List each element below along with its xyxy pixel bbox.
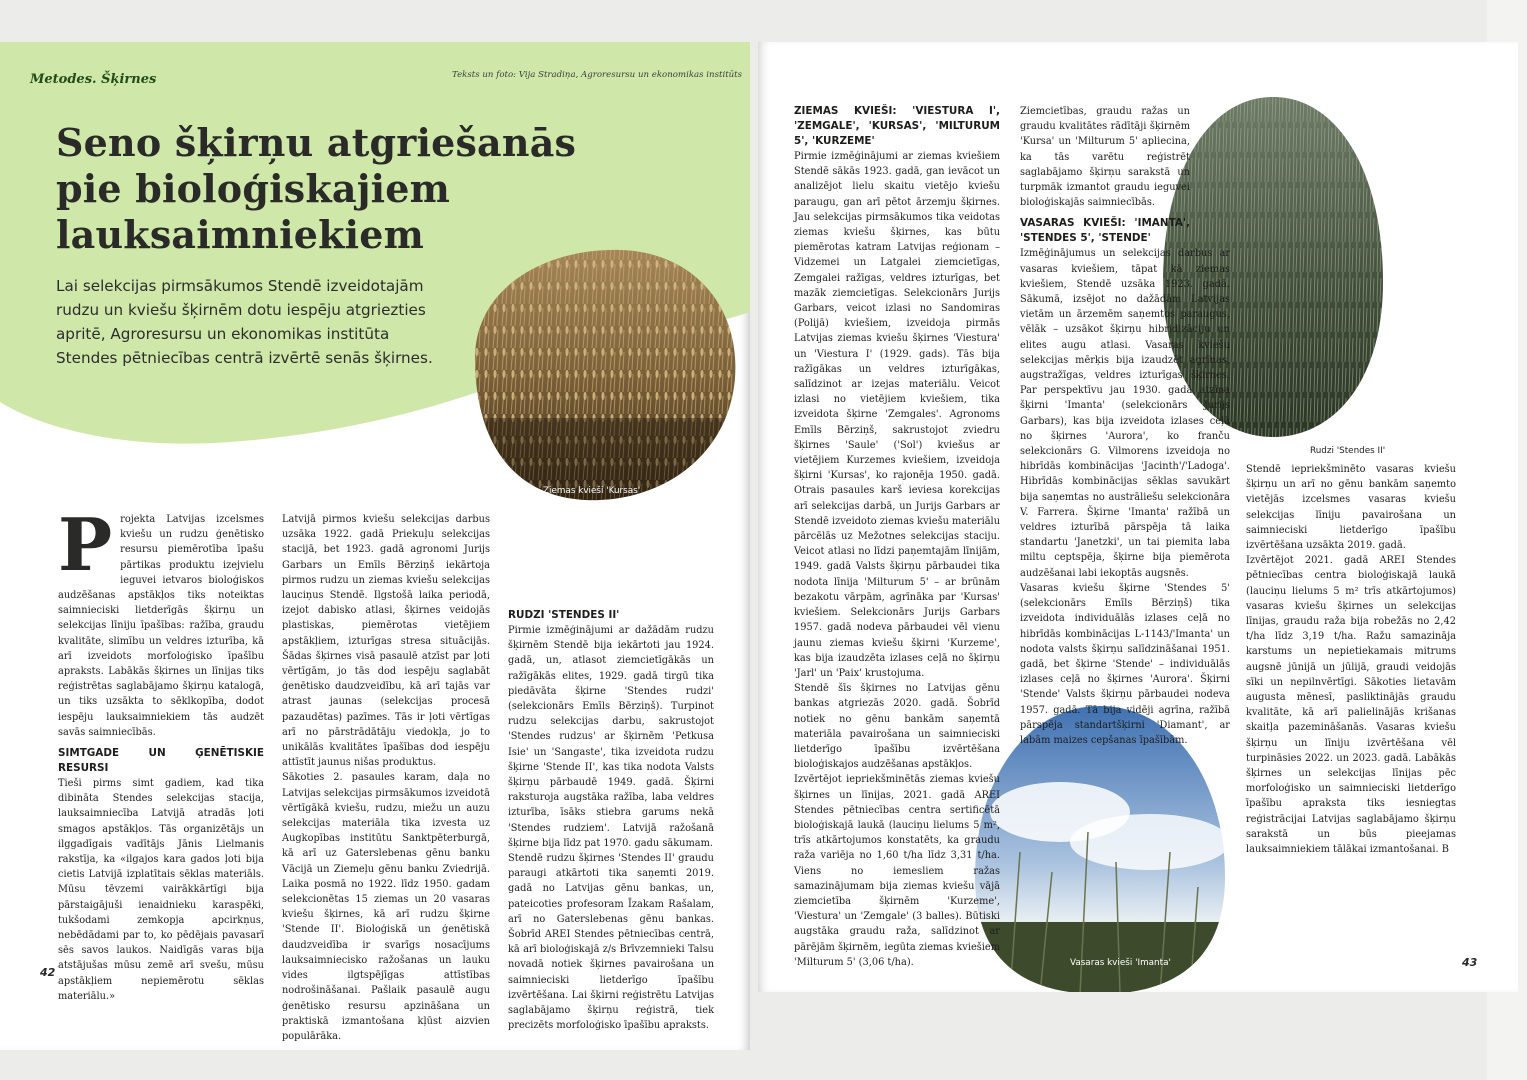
paragraph-winter-1: Pirmie izmēģinājumi ar ziemas kviešiem Stendē sākās 1923. gadā, gan ievācot un analizējot lielu skaitu vietējo kviešu paraugu, gan arī pētot ārzemju šķirnes. Jau selekcijas pirmsākumos tika veidotas ziemas kviešu šķirnes, kas būtu piemērotas katram Latvijas reģionam – Vidzemei un Latgalei ziemcietīgas, Zemgalei ražīgas, veldres izturīgas, bet mazāk ziemcietīgas. Selekcionārs Jurijs Garbars, veicot izlasi no Sandomiras (Polijā) kviešiem, izveidoja pirmās Latvijas ziemas kviešu šķirnes 'Viestura' un 'Viestura I' (1929. gads). Tās bija ražīgākas un veldres izturīgākas, salīdzinot ar izejas materiālu. Veicot izlasi no vietējiem kviešiem, tika izveidota šķirne 'Zemgales'. Agronoms Emīls Bērziņš, sakrustojot zviedru šķirnes 'Saule' ('Sol') kviešus ar vietējiem Kurzemes kviešiem, izveidoja šķirni 'Kursas', ko rajonēja 1950. gadā. Otrais pasaules karš ieviesa korekcijas arī selekcijas darbā, un Jurijs Garbars ar Stendē izveidoto ziemas kviešu materiālu pārcēlās uz Mežotnes selekcijas staciju. Veicot atlasi no līdzi paņemtajām līnijām, 1949. gadā Valsts šķirņu pārbaudei tika nodota līnija 'Milturum 5' – ar brūnām bezakotu vārpām, agrīnāka par 'Kursas' kviešiem. Selekcionārs Jurijs Garbars 1957. gadā nodeva pārbaudei vēl vienu jaunu ziemas kviešu šķirni 'Kurzeme', kas bija izaudzēta izlases ceļā no šķirņu 'Jarl' un 'Paix' krustojuma. — [794, 151, 1001, 679]
photo-credit: Teksts un foto: Vija Stradiņa, Agroresursu un ekonomikas institūts — [452, 70, 743, 80]
photo3-caption: Vasaras kvieši 'Imanta' — [1070, 958, 1171, 968]
wheat-field-photo — [455, 238, 745, 508]
drop-cap: P — [58, 502, 113, 587]
left-column-3 — [508, 602, 714, 1033]
photo1-caption: Ziemas kvieši 'Kursas' — [543, 486, 641, 496]
intro-paragraph: rojekta Latvijas izcelsmes kviešu un rudzu ģenētisko resursu piemērotība īpašu pārtikas produktu izejvielu ieguvei ietvaros bioloģiskos audzēšanas apstākļos tiks noteiktas saimnieciski lietderīgās šķirņu un selekcijas līniju īpašības: ražība, graudu kvalitāte, slimību un veldres izturība, kā arī izveidots morfoloģisko īpašību apraksts. Labākās šķirnes un līnijas tiks reģistrētas saglabājamo šķirņu katalogā, un tiks uzsākta to sēklkopība, dodot iespēju lauksaimniekiem tās audzēt savās saimniecībās. — [58, 514, 264, 738]
left-column-2 — [282, 512, 490, 1044]
section-label: Metodes. Šķirnes — [30, 72, 157, 87]
heading-resources: SIMTGADE UN ĢENĒTISKIE RESURSI — [58, 747, 264, 775]
paragraph-winter-2: Stendē šīs šķirnes no Latvijas gēnu bankas atgriezās 2020. gadā. Šobrīd notiek no gēnu bankām saņemtā materiāla pavairošana un saimnieciski lietderīgo īpašību izvērtēšana bioloģiskajos audzēšanas apstākļos. — [794, 683, 1000, 771]
paragraph-rye-2: Stendē rudzu šķirnes 'Stendes II' graudu paraugi atkārtoti tika saņemti 2019. gadā no Latvijas gēnu bankas, un, pateicoties profesoram Īzakam Rašalam, arī no Gaterslebenas gēnu bankas. Šobrīd AREI Stendes pētniecības centrā, kā arī bioloģiskajā z/s Brīvzemnieki Talsu novadā notiek šķirnes pavairošana un saimnieciski lietderīgo īpašību izvērtēšana. Lai šķirni reģistrētu Latvijas saglabājamo šķirņu reģistrā, tiek precizēts morfoloģisko īpašību apraksts. — [508, 853, 714, 1032]
paragraph-rye-1: Pirmie izmēģinājumi ar dažādām rudzu šķirnēm Stendē bija iekārtoti jau 1924. gadā, un, atlasot ziemcietīgākās un ražīgākās elites, 1929. gadā tirgū tika piedāvāta šķirne 'Stendes rudzi' (selekcionārs Emīls Bērziņš). Turpinot rudzu selekcijas darbu, sakrustojot 'Stendes rudzus' ar šķirnēm 'Petkusa Isie' un 'Sangaste', tika izveidota rudzu šķirne 'Stende II', kas tika nodota Valsts šķirņu pārbaudē 1949. gadā. Šķirni raksturoja augstāka ražība, laba veldres izturība, īsāks stiebra garums nekā 'Stendes rudziem'. Latvijā ražošanā šķirne bija līdz pat 1970. gadu sākumam. — [508, 625, 714, 849]
heading-spring-wheat: VASARAS KVIEŠI: 'IMANTA', 'STENDES 5', 'STENDE' — [1020, 217, 1190, 245]
right-column-2 — [1020, 104, 1230, 748]
left-column-1 — [58, 502, 264, 1004]
right-column-1 — [794, 104, 1000, 970]
right-page — [758, 42, 1518, 992]
photo2-caption: Rudzi 'Stendes II' — [1310, 446, 1386, 456]
heading-winter-wheat: ZIEMAS KVIEŠI: 'VIESTURA I', 'ZEMGALE', 'KURSAS', 'MILTURUM 5', 'KURZEME' — [794, 105, 1000, 147]
page-number-right: 43 — [1462, 956, 1478, 969]
paragraph-first-works: Latvijā pirmos kviešu selekcijas darbus uzsāka 1922. gadā Priekuļu selekcijas stacijā, bet 1923. gadā agronomi Jurijs Garbars un Emīls Bērziņš iekārtoja pirmos rudzu un ziemas kviešu selekcijas lauciņus Stendē. Ilgstošā laika periodā, izejot dabisko atlasi, šķirnes veidojās plastiskas, piemērotas vietējiem apstākļiem, izturīgas stresa situācijās. Šādas šķirnes visā pasaulē atzīst par ļoti vērtīgām, jo tās dod iespēju saglabāt ģenētisko daudzveidību, kā arī tajās var atrast jaunas (selekcijas procesā pazaudētas) pazīmes. Tās ir ļoti vērtīgas arī no pārstrādātāju viedokļa, jo to unikālās kvalitātes īpašības dod iespēju attīstīt jaunus nišas produktus. — [282, 514, 490, 769]
paragraph-spring-1: Izmēģinājumus un selekcijas darbus ar vasaras kviešiem, tāpat kā ziemas kviešiem, Stendē uzsāka 1923. gadā. Sākumā, izsējot no dažādām Latvijas vietām un ārzemēm saņemtos paraugus, vēlāk – uzsākot šķirņu hibridizāciju un elites augu atlasi. Vasaras kviešu selekcijas mērķis bija izaudzēt agrīnas, augstražīgas, veldres izturīgas šķirnes. Par perspektīvu jau 1930. gadā atzīna šķirni 'Imanta' (selekcionārs Jurijs Garbars), kas bija izveidota izlases ceļā no šķirnes 'Aurora', ko franču selekcionārs G. Vilmorens izveidoja no hibrīdās kombinācijas 'Jacinth'/'Ladoga'. Hibrīdās kombinācijas sēklas savukārt bija saņemtas no austrāliešu selekcionāra V. Farrera. Šķirne 'Imanta' ražībā un veldres izturībā pārspēja tā laika standartu 'Janetzki', un tai piemita laba miltu ceptspēja, šķirne bija piemērota audzēšanai labi iekoptās augsnēs. — [1020, 248, 1230, 579]
left-page — [0, 42, 750, 1050]
paragraph-winter-3: Izvērtējot iepriekšminētās ziemas kviešu šķirnes un līnijas, 2021. gadā AREI Stendes pētniecības centra sertificētā bioloģiskajā laukā (lauciņu lielums 5 m², trīs atkārtojumos konstatēts, ka graudu raža variēja no 1,60 t/ha līdz 3,31 t/ha. Viens no iemesliem ražas samazinājumam bija ziemas kviešu vājā ziemcietība šķirnēm 'Kurzeme', 'Viestura' un 'Zemgale' (3 balles). Būtiski augstāka graudu raža, salīdzinot ar pārējām šķirnēm, iegūta ziemas kviešiem 'Milturum 5' (3,06 t/ha). — [794, 774, 1000, 968]
title-line-3: lauksaimniekiem — [56, 212, 425, 257]
paragraph-spring-3: Stendē iepriekšminēto vasaras kviešu šķirņu un arī no gēnu bankām saņemto vietējās izcelsmes vasaras kviešu selekcijas līniju pavairošana un saimnieciski lietderīgo īpašību izvērtēšana uzsākta 2019. gadā. — [1246, 464, 1456, 552]
lead-paragraph: Lai selekcijas pirmsākumos Stendē izveidotajām rudzu un kviešu šķirnēm dotu iespēju atgriezties apritē, Agroresursu un ekonomikas institūta Stendes pētniecības centrā izvērtē senās šķirnes. — [56, 277, 433, 367]
paragraph-winter-4: Ziemcietības, graudu ražas un graudu kvalitātes rādītāji šķirnēm 'Kursa' un 'Milturum 5' apliecina, ka tās varētu reģistrēt saglabājamo šķirņu sarakstā un turpmāk izmantot graudu ieguvei bioloģiskajās saimniecībās. — [1020, 106, 1190, 209]
title-line-1: Seno šķirņu atgriešanās — [56, 120, 577, 165]
paragraph-history: Tieši pirms simt gadiem, kad tika dibināta Stendes selekcijas stacija, lauksaimniecība Latvijā atradās ļoti smagos apstākļos. Tās organizētājs un ilggadīgais vadītājs Jānis Lielmanis rakstīja, ka «ilgajos kara gados ļoti bija cietis Latvijā izplatītais sēklas materiāls. Mūsu tēvzemi vairākkārtīgi bija pārstaigājuši ienaidnieku karaspēki, tukšodami zemkopja apcirkņus, nebēdādami par to, ko pēdējais pavasarī sēs savos laukos. Naidīgās varas bija atstājušas mūsu zemē arī svešu, mūsu apstākļiem nepiemērotu sēklas materiālu.» — [58, 778, 264, 1002]
right-column-3 — [1246, 462, 1456, 857]
paragraph-spring-2: Vasaras kviešu šķirne 'Stendes 5' (selekcionārs Emīls Bērziņš) tika izveidota individuālās izlases ceļā no hibrīdās kombinācijas L-1143/'Imanta' un nodota valsts šķirņu salīdzināšanai 1951. gadā, bet šķirne 'Stende' – individuālās izlases ceļā no šķirnes 'Aurora'. Šķirni 'Stende' Valsts šķirņu pārbaudei nodeva 1957. gadā. Tā bija vidēji agrīna, ražībā pārspēja standartšķirni 'Diamant', ar labām maizes cepšanas īpašībām. — [1020, 582, 1230, 746]
paragraph-war: Sākoties 2. pasaules karam, daļa no Latvijas selekcijas pirmsākumos izveidotā vērtīgākā kviešu, rudzu, miežu un auzu selekcijas materiāla tika izvesta uz Augkopības institūtu Sanktpēterburgā, kā arī uz Gaterslebenas gēnu banku Vācijā un Ziemeļu gēnu banku Zviedrijā. Laika posmā no 1922. līdz 1950. gadam selekcionētas 15 ziemas un 20 vasaras kviešu šķirnes, kā arī rudzu šķirne 'Stende II'. Bioloģiskā un ģenētiskā daudzveidība ir svarīgs nosacījums lauksaimniecisko ražošanas un lauku vides ilgtspējīgas attīstības nodrošināšanai. Pašlaik pasaulē augu ģenētisko resursu apzināšana un praktiskā izmantošana kļūst aizvien populārāka. — [282, 772, 490, 1042]
page-number-left: 42 — [40, 966, 56, 979]
paragraph-spring-4: Izvērtējot 2021. gadā AREI Stendes pētniecības centra bioloģiskajā laukā (lauciņu lielums 5 m² trīs atkārtojumos) vasaras kviešu šķirnes un selekcijas līnijas, graudu raža bija robežās no 2,42 t/ha līdz 3,19 t/ha. Ražu samazināja karstums un nepietiekamais mitrums augsnē jūnijā un jūlijā, graudi veidojās sīki un nepilnvērtīgi. Sākoties lietavām augusta mēnesī, pasliktinājās graudu kvalitāte, kā arī palielinājās krišanas skaitļa pazemināšanās. Vasaras kviešu šķirņu un līniju izvērtēšana vēl turpināsies 2022. un 2023. gadā. Labākās šķirnes un selekcijas līnijas pēc morfoloģisko un saimnieciski lietderīgo īpašību apraksta tiks iesniegtas reģistrācijai Latvijas saglabājamo šķirņu sarakstā un būs pieejamas lauksaimniekiem tālākai izmantošanai. B — [1246, 555, 1456, 856]
title-line-2: pie bioloģiskajiem — [56, 166, 451, 211]
heading-rye: RUDZI 'STENDES II' — [508, 609, 620, 621]
